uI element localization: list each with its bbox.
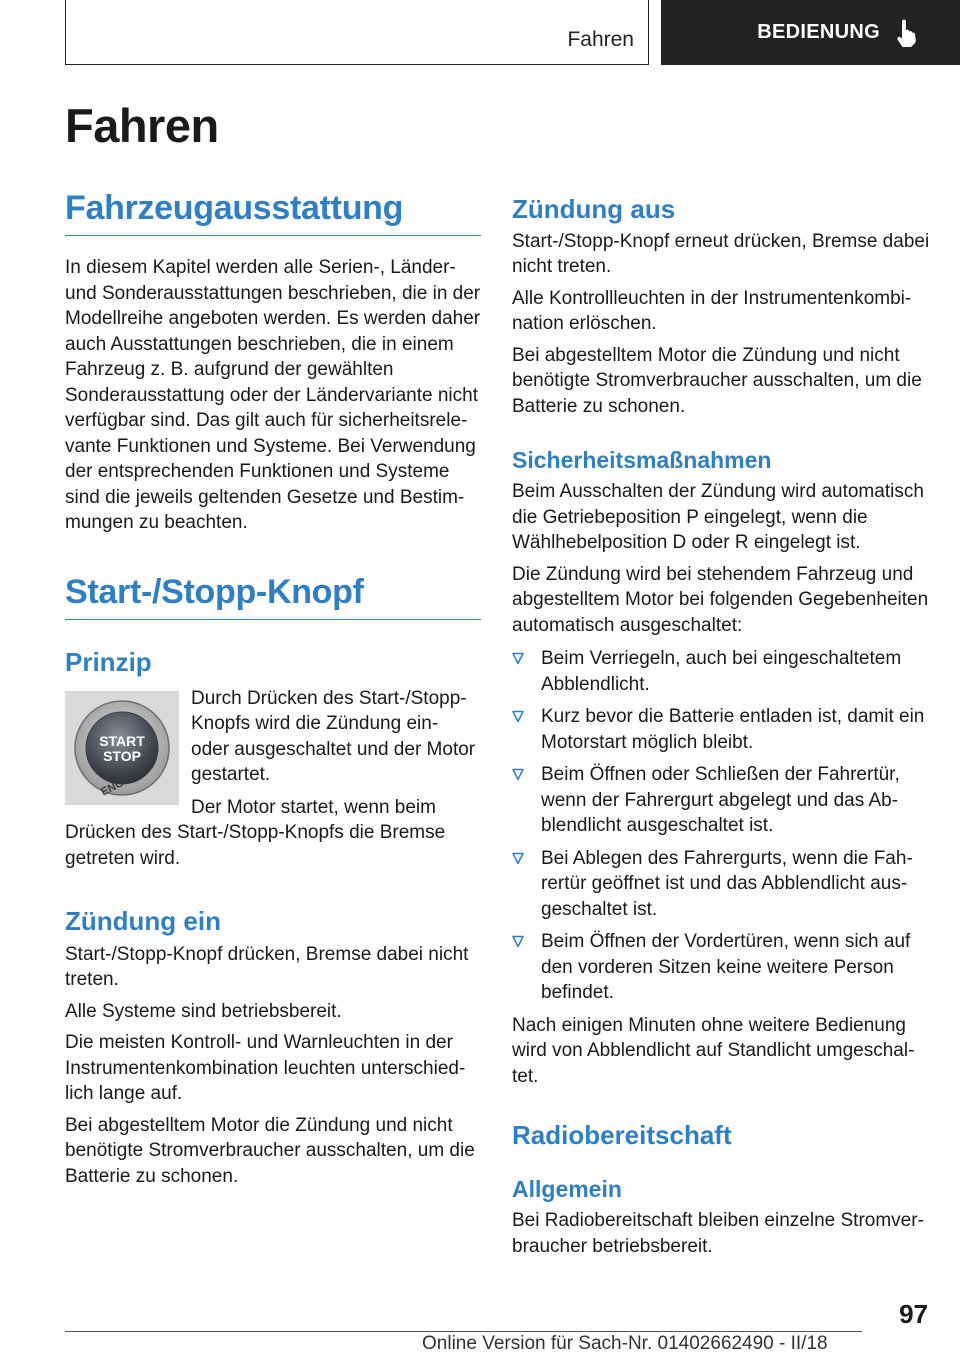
list-item [512, 704, 930, 755]
bullet-list-sicherheit [512, 646, 930, 1006]
header-section-label: Fahren [567, 28, 634, 51]
heading-allgemein: Allgemein [512, 1175, 622, 1202]
footer-divider [65, 1331, 862, 1332]
heading-radiobereitschaft: Radiobereitschaft [512, 1120, 732, 1151]
pointing-hand-icon [894, 19, 918, 47]
paragraph-zuendung-aus-1: Start-/Stopp-Knopf erneut drücken, Bremse dabei nicht treten. [512, 230, 930, 278]
paragraph-sicherheit-3: Nach einigen Minuten ohne weitere Bedienung wird von Abblendlicht auf Standlicht umgeschaltet. [512, 1014, 915, 1087]
paragraph-prinzip-1: Durch Drücken des Start-/Stopp-Knopfs wird die Zündung ein- oder ausgeschaltet und der Motor gestartet. [191, 687, 476, 786]
paragraph-zuendung-ein-4: Bei abgestelltem Motor die Zündung und nicht benötigte Stromverbraucher ausschalten, um die Batterie zu schonen. [65, 1114, 475, 1187]
heading-start-stopp-knopf: Start-/Stopp-Knopf [65, 574, 481, 620]
paragraph-zuendung-ein-1: Start-/Stopp-Knopf drücken, Bremse dabei nicht treten. [65, 943, 469, 991]
list-item-text: Kurz bevor die Batterie entladen ist, damit ein Motorstart möglich bleibt. [541, 706, 925, 753]
list-item-text: Beim Verriegeln, auch bei eingeschaltetem Abblendlicht. [541, 648, 902, 695]
header-chapter-label: BEDIENUNG [757, 21, 880, 43]
heading-sicherheitsmassnahmen: Sicherheitsmaßnahmen [512, 447, 772, 474]
triangle-bullet-icon [512, 768, 524, 781]
heading-prinzip: Prinzip [65, 647, 152, 678]
heading-zuendung-ein: Zündung ein [65, 906, 221, 937]
paragraph-radio-1: Bei Radiobereitschaft bleiben einzelne Stromverbraucher betriebsbereit. [512, 1210, 924, 1257]
paragraph-zuendung-aus-3: Bei abgestelltem Motor die Zündung und nicht benötigte Stromverbraucher ausschalten, um die Batterie zu schonen. [512, 344, 922, 417]
triangle-bullet-icon [512, 935, 524, 948]
right-column [512, 190, 930, 1259]
heading-zuendung-aus: Zündung aus [512, 194, 676, 224]
engine-label: ENGINE [99, 768, 143, 799]
start-stop-button-image [65, 691, 179, 805]
paragraph-sicherheit-2: Die Zündung wird bei stehendem Fahrzeug und abgestelltem Motor bei folgenden Gegebenheiten automatisch ausgeschaltet: [512, 563, 929, 636]
header-section-box [65, 0, 649, 65]
paragraph-fahrzeugausstattung: In diesem Kapitel werden alle Serien-, Länder- und Sonderausstattungen beschrieben, die in der Modellreihe angeboten werden. Es werden daher auch Ausstattungen beschrieben, die in einem Fahrzeug z. B. aufgrund der gewählten Sonderausstattung oder der Ländervariante nicht verfügbar sind. Das gilt auch für sicherheitsrelevante Funktionen und Systeme. Bei Verwendung der entsprechenden Funktionen und Systeme sind die jeweils geltenden Gesetze und Bestimmungen zu beachten. [65, 257, 481, 534]
list-item-text: Beim Öffnen der Vordertüren, wenn sich auf den vorderen Sitzen keine weitere Person befindet. [541, 931, 911, 1004]
footer-online-version: Online Version für Sach-Nr. 01402662490 - II/18 [422, 1333, 828, 1354]
heading-fahrzeugausstattung: Fahrzeugausstattung [65, 190, 481, 236]
triangle-bullet-icon [512, 710, 524, 723]
paragraph-prinzip-2: Der Motor startet, wenn beim Drücken des Start-/Stopp-Knopfs die Bremse getreten wird. [65, 796, 446, 869]
list-item [512, 762, 930, 839]
list-item-text: Bei Ablegen des Fahrergurts, wenn die Fahrertür geöffnet ist und das Abblendlicht ausgeschaltet ist. [541, 847, 913, 920]
triangle-bullet-icon [512, 652, 524, 665]
stop-label: STOP [103, 747, 141, 764]
list-item [512, 646, 930, 697]
page-number: 97 [899, 1299, 928, 1329]
start-label: START [99, 732, 145, 749]
list-item [512, 846, 930, 923]
list-item [512, 929, 930, 1006]
header-chapter-box [661, 0, 960, 65]
paragraph-zuendung-aus-2: Alle Kontrollleuchten in der Instrumentenkombination erlöschen. [512, 287, 912, 335]
prinzip-block [65, 686, 481, 872]
triangle-bullet-icon [512, 852, 524, 865]
paragraph-zuendung-ein-2: Alle Systeme sind betriebsbereit. [65, 1000, 342, 1022]
paragraph-sicherheit-1: Beim Ausschalten der Zündung wird automatisch die Getriebeposition P eingelegt, wenn die Wählhebelposition D oder R eingelegt ist. [512, 481, 924, 554]
left-column [65, 190, 481, 1189]
page-title: Fahren [65, 99, 219, 152]
paragraph-zuendung-ein-3: Die meisten Kontroll- und Warnleuchten in der Instrumentenkombination leuchten unterschiedlich lange auf. [65, 1032, 466, 1105]
list-item-text: Beim Öffnen oder Schließen der Fahrertür, wenn der Fahrergurt abgelegt und das Abblendlicht ausgeschaltet ist. [541, 764, 900, 837]
